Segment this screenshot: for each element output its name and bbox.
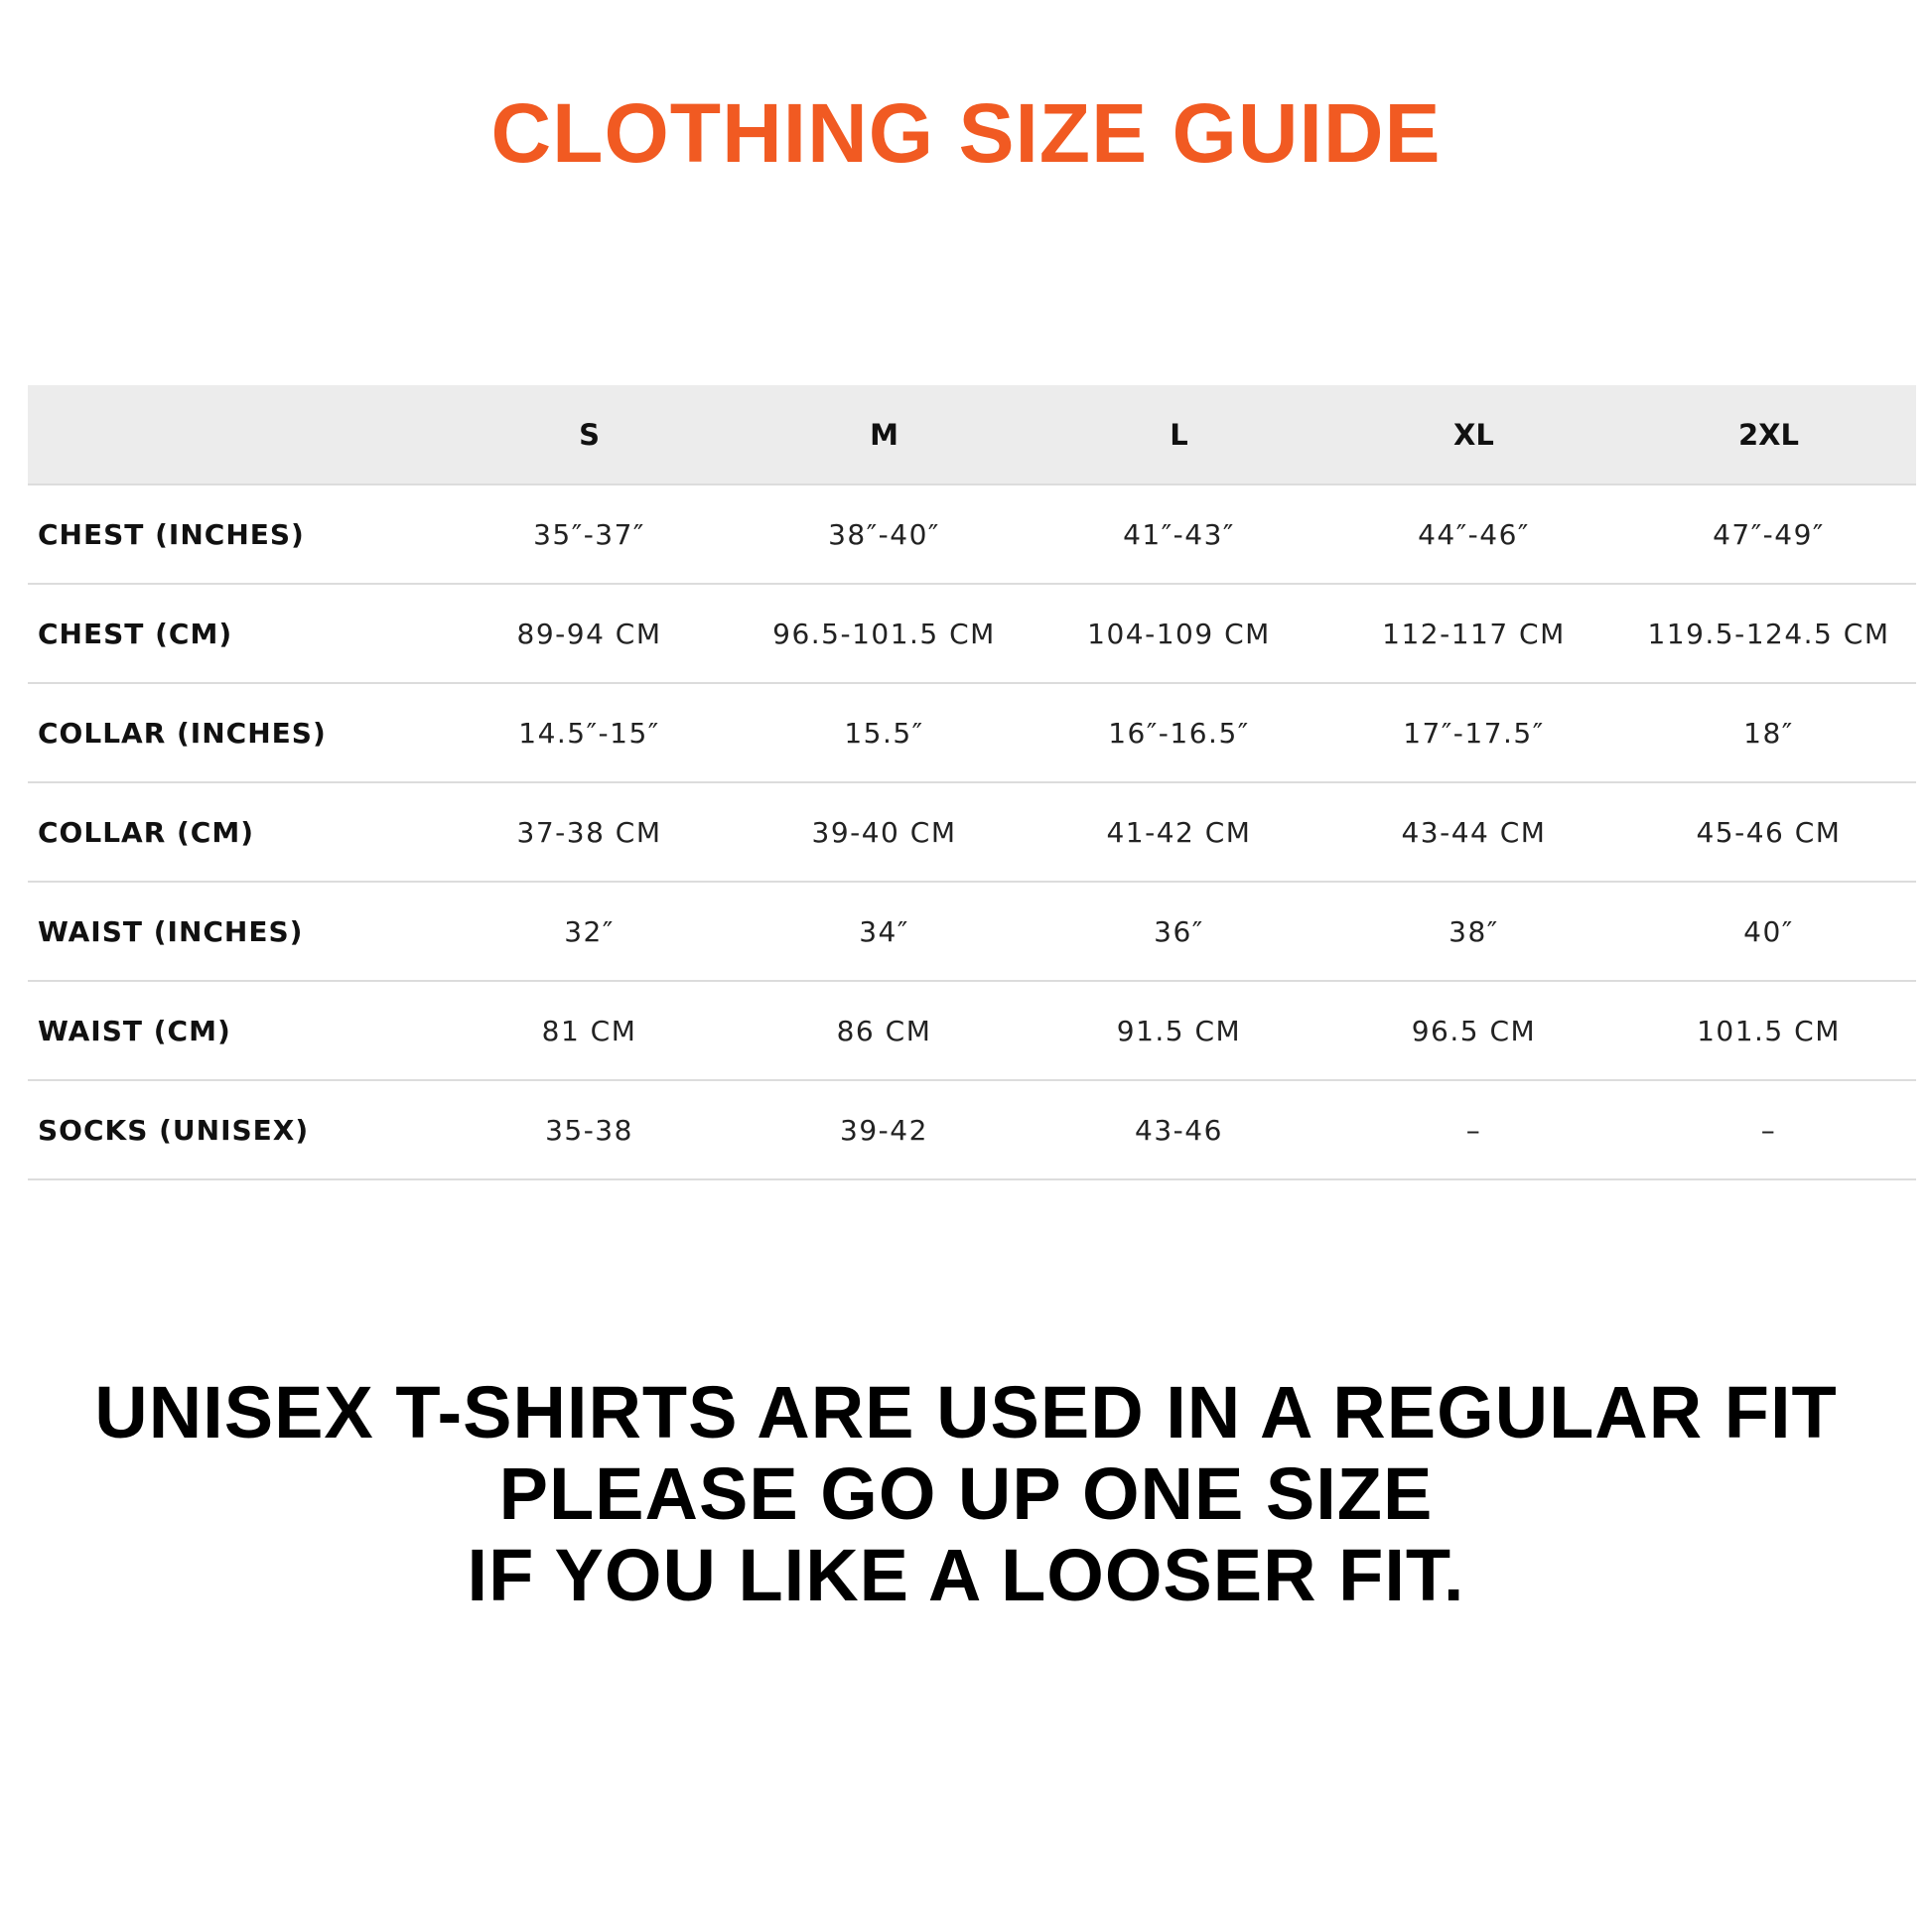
- table-cell: 89-94 CM: [442, 584, 737, 683]
- row-label: CHEST (INCHES): [28, 484, 442, 584]
- header-size-l: L: [1032, 385, 1326, 484]
- table-cell: –: [1621, 1080, 1916, 1179]
- table-cell: 45-46 CM: [1621, 782, 1916, 882]
- table-row: [28, 981, 1916, 1080]
- table-cell: 14.5″-15″: [442, 683, 737, 782]
- table-cell: 112-117 CM: [1326, 584, 1621, 683]
- table-cell: 16″-16.5″: [1032, 683, 1326, 782]
- table-cell: 41″-43″: [1032, 484, 1326, 584]
- table-cell: 44″-46″: [1326, 484, 1621, 584]
- notice-line-3: IF YOU LIKE A LOOSER FIT.: [467, 1534, 1465, 1616]
- fit-notice: [0, 1372, 1932, 1616]
- table-cell: 36″: [1032, 882, 1326, 981]
- table-cell: 104-109 CM: [1032, 584, 1326, 683]
- table-row: [28, 782, 1916, 882]
- table-cell: 96.5 CM: [1326, 981, 1621, 1080]
- table-cell: 34″: [737, 882, 1032, 981]
- table-header-row: [28, 385, 1916, 484]
- row-label: WAIST (CM): [28, 981, 442, 1080]
- table-cell: 96.5-101.5 CM: [737, 584, 1032, 683]
- table-cell: 101.5 CM: [1621, 981, 1916, 1080]
- table-row: [28, 484, 1916, 584]
- table-cell: 38″-40″: [737, 484, 1032, 584]
- table-cell: 43-46: [1032, 1080, 1326, 1179]
- table-row: [28, 882, 1916, 981]
- notice-line-2: PLEASE GO UP ONE SIZE: [498, 1452, 1434, 1535]
- table-cell: 35-38: [442, 1080, 737, 1179]
- size-table: [28, 385, 1916, 1180]
- page-title: CLOTHING SIZE GUIDE: [490, 86, 1442, 180]
- table-cell: 15.5″: [737, 683, 1032, 782]
- row-label: COLLAR (CM): [28, 782, 442, 882]
- header-size-xl: XL: [1326, 385, 1621, 484]
- row-label: CHEST (CM): [28, 584, 442, 683]
- table-cell: 43-44 CM: [1326, 782, 1621, 882]
- table-cell: 37-38 CM: [442, 782, 737, 882]
- table-cell: 17″-17.5″: [1326, 683, 1621, 782]
- table-cell: 47″-49″: [1621, 484, 1916, 584]
- table-cell: 81 CM: [442, 981, 737, 1080]
- table-cell: 38″: [1326, 882, 1621, 981]
- table-row: [28, 1080, 1916, 1179]
- header-empty: [28, 385, 442, 484]
- header-size-2xl: 2XL: [1621, 385, 1916, 484]
- table-cell: 41-42 CM: [1032, 782, 1326, 882]
- header-size-m: M: [737, 385, 1032, 484]
- row-label: WAIST (INCHES): [28, 882, 442, 981]
- row-label: SOCKS (UNISEX): [28, 1080, 442, 1179]
- table-cell: 18″: [1621, 683, 1916, 782]
- table-cell: 39-40 CM: [737, 782, 1032, 882]
- table-cell: 39-42: [737, 1080, 1032, 1179]
- table-cell: 119.5-124.5 CM: [1621, 584, 1916, 683]
- table-cell: 40″: [1621, 882, 1916, 981]
- table-row: [28, 683, 1916, 782]
- table-cell: 91.5 CM: [1032, 981, 1326, 1080]
- table-cell: 32″: [442, 882, 737, 981]
- table-row: [28, 584, 1916, 683]
- table-cell: –: [1326, 1080, 1621, 1179]
- table-cell: 86 CM: [737, 981, 1032, 1080]
- header-size-s: S: [442, 385, 737, 484]
- table-cell: 35″-37″: [442, 484, 737, 584]
- notice-line-1: UNISEX T-SHIRTS ARE USED IN A REGULAR FIT: [94, 1371, 1838, 1453]
- row-label: COLLAR (INCHES): [28, 683, 442, 782]
